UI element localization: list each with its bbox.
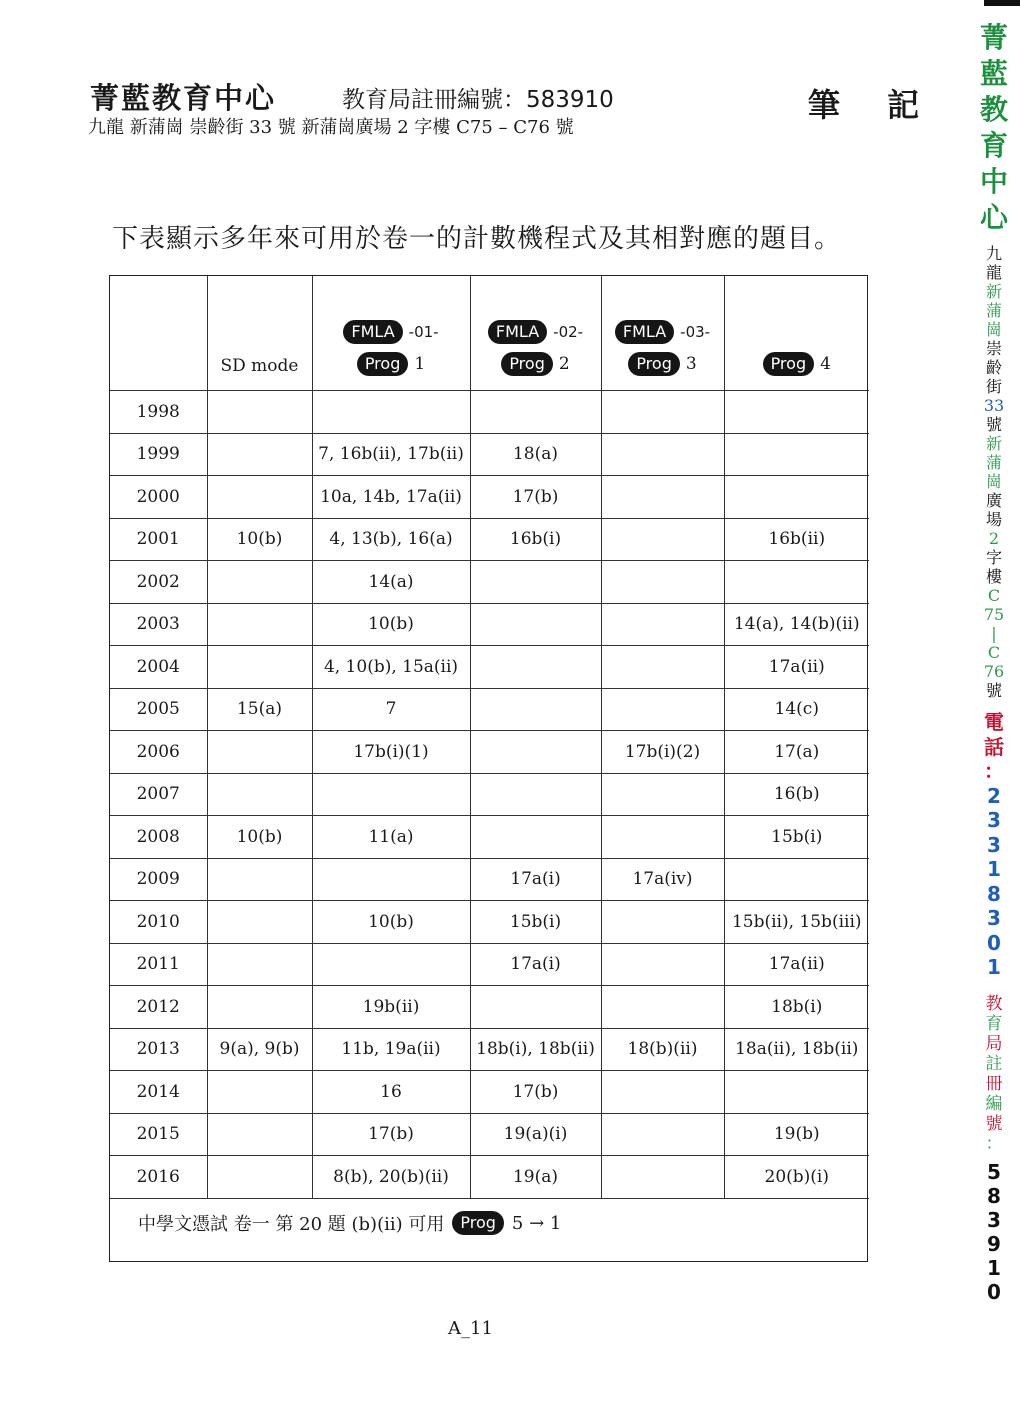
cell-sd (207, 433, 312, 476)
cell-p3: 17b(i)(2) (601, 731, 724, 774)
sidebar-char: 新 (985, 434, 1002, 453)
table-row (110, 518, 869, 561)
prog-key-icon: Prog (628, 352, 680, 376)
year-cell: 2001 (110, 518, 207, 561)
sidebar-char: 電 (984, 710, 1004, 734)
year-cell: 2011 (110, 943, 207, 986)
year-cell: 2004 (110, 646, 207, 689)
sidebar-char: 廣 (985, 491, 1002, 510)
sidebar-char: 局 (985, 1033, 1003, 1054)
cell-p2: 19(a)(i) (470, 1113, 601, 1156)
cell-p1: 19b(ii) (312, 986, 470, 1029)
sidebar-char: ： (985, 1133, 1003, 1154)
cell-p3 (601, 518, 724, 561)
footnote (138, 1210, 561, 1236)
prog-number: 1 (414, 354, 426, 374)
header-program-4 (724, 276, 869, 391)
cell-p1: 10a, 14b, 17a(ii) (312, 476, 470, 519)
prog-number: 3 (685, 354, 697, 374)
cell-p4: 17(a) (724, 731, 869, 774)
cell-sd (207, 1113, 312, 1156)
cell-sd (207, 901, 312, 944)
cell-p3 (601, 433, 724, 476)
sidebar-char: 樓 (985, 567, 1002, 586)
sidebar-char: 心 (979, 201, 1008, 234)
cell-p4: 16b(ii) (724, 518, 869, 561)
sidebar-char: 號 (985, 1113, 1003, 1134)
header-row (110, 276, 869, 391)
table-row (110, 561, 869, 604)
registration-number: 教育局註冊編號：583910 (342, 87, 614, 113)
sidebar-char: 崇 (985, 339, 1002, 358)
year-cell: 1999 (110, 433, 207, 476)
table-row (110, 391, 869, 434)
header-sd-mode (207, 276, 312, 391)
sidebar-char: 冊 (985, 1073, 1003, 1094)
cell-p2: 17a(i) (470, 943, 601, 986)
sidebar-banner (968, 0, 1020, 1403)
cell-p1: 10(b) (312, 603, 470, 646)
fmla-key-icon: FMLA (488, 320, 547, 344)
cell-sd (207, 858, 312, 901)
cell-p2: 17(b) (470, 476, 601, 519)
sidebar-char: 2 (988, 529, 1000, 548)
calculator-program-table (109, 275, 868, 1262)
cell-p2 (470, 688, 601, 731)
year-cell: 2015 (110, 1113, 207, 1156)
sidebar-char: 0 (987, 930, 1001, 955)
table-row (110, 476, 869, 519)
school-name: 菁藍教育中心 (90, 81, 277, 115)
cell-p4: 16(b) (724, 773, 869, 816)
cell-p3: 18(b)(ii) (601, 1028, 724, 1071)
cell-p1: 11(a) (312, 816, 470, 859)
table-row (110, 1113, 869, 1156)
sidebar-char: 號 (985, 681, 1002, 700)
cell-p3 (601, 391, 724, 434)
year-cell: 2002 (110, 561, 207, 604)
year-cell: 2005 (110, 688, 207, 731)
fmla-suffix: -01- (408, 323, 439, 341)
cell-p4: 17a(ii) (724, 646, 869, 689)
sidebar-char: 蒲 (985, 301, 1002, 320)
prog-number: 2 (558, 354, 570, 374)
cell-p3 (601, 1156, 724, 1199)
table-row (110, 646, 869, 689)
sidebar-char: 3 (987, 832, 1001, 857)
cell-p4 (724, 391, 869, 434)
sidebar-address (972, 244, 1016, 700)
sidebar-char: 3 (987, 808, 1001, 832)
cell-p2 (470, 646, 601, 689)
cell-p1 (312, 391, 470, 434)
cell-sd (207, 1156, 312, 1199)
cell-p1: 17(b) (312, 1113, 470, 1156)
sidebar-char: 76 (983, 662, 1005, 681)
sidebar-school-name (972, 20, 1016, 236)
year-cell: 2012 (110, 986, 207, 1029)
sidebar-char: 話 (984, 734, 1004, 759)
cell-p1 (312, 858, 470, 901)
cell-p1: 7 (312, 688, 470, 731)
sidebar-char: 育 (979, 129, 1008, 162)
cell-p4: 18b(i) (724, 986, 869, 1029)
cell-p2 (470, 391, 601, 434)
cell-p3 (601, 561, 724, 604)
sidebar-char: 號 (985, 415, 1002, 434)
corner-mark (984, 0, 1020, 6)
cell-p3 (601, 603, 724, 646)
prog-key-icon: Prog (763, 352, 815, 376)
fmla-suffix: -02- (553, 323, 584, 341)
cell-p3 (601, 901, 724, 944)
cell-p4: 18a(ii), 18b(ii) (724, 1028, 869, 1071)
sidebar-char: 蒲 (985, 453, 1002, 472)
sidebar-char: ： (984, 759, 1004, 783)
fmla-key-icon: FMLA (343, 320, 402, 344)
program-grid (110, 276, 869, 1199)
sd-mode-label: SD mode (220, 356, 299, 376)
sidebar-char: 崗 (985, 472, 1002, 491)
sidebar-char: 教 (979, 93, 1008, 126)
prog-key-icon: Prog (452, 1211, 504, 1235)
cell-sd: 10(b) (207, 816, 312, 859)
cell-p4: 20(b)(i) (724, 1156, 869, 1199)
sidebar-char: 字 (985, 548, 1002, 567)
cell-p2 (470, 773, 601, 816)
cell-p2: 15b(i) (470, 901, 601, 944)
cell-p3 (601, 816, 724, 859)
cell-p1: 11b, 19a(ii) (312, 1028, 470, 1071)
cell-sd (207, 773, 312, 816)
cell-sd: 9(a), 9(b) (207, 1028, 312, 1071)
sidebar-char: 3 (987, 1207, 1001, 1232)
sidebar-phone (972, 710, 1016, 980)
year-cell: 2010 (110, 901, 207, 944)
table-row (110, 688, 869, 731)
cell-p3: 17a(iv) (601, 858, 724, 901)
sidebar-char: 九 (985, 244, 1002, 263)
table-row (110, 731, 869, 774)
cell-p1: 14(a) (312, 561, 470, 604)
cell-sd (207, 391, 312, 434)
cell-p2: 18b(i), 18b(ii) (470, 1028, 601, 1071)
table-row (110, 816, 869, 859)
sidebar-char: 1 (987, 1255, 1001, 1280)
year-cell: 2013 (110, 1028, 207, 1071)
cell-p4: 14(c) (724, 688, 869, 731)
cell-p2: 16b(i) (470, 518, 601, 561)
cell-p1 (312, 773, 470, 816)
cell-p1: 7, 16b(ii), 17b(ii) (312, 433, 470, 476)
cell-p2 (470, 986, 601, 1029)
cell-p1 (312, 943, 470, 986)
year-cell: 2003 (110, 603, 207, 646)
cell-p1: 16 (312, 1071, 470, 1114)
sidebar-char: 1 (987, 955, 1001, 979)
prog-key-icon: Prog (357, 352, 409, 376)
cell-p2 (470, 603, 601, 646)
cell-p4: 19(b) (724, 1113, 869, 1156)
school-address: 九龍 新蒲崗 崇齡街 33 號 新蒲崗廣場 2 字樓 C75 – C76 號 (88, 117, 574, 138)
cell-p2: 19(a) (470, 1156, 601, 1199)
sidebar-char: 菁 (979, 21, 1008, 54)
cell-p3 (601, 1113, 724, 1156)
cell-p4: 15b(i) (724, 816, 869, 859)
header-program-3 (601, 276, 724, 391)
sidebar-registration-label (972, 994, 1016, 1154)
cell-sd (207, 603, 312, 646)
year-cell: 2014 (110, 1071, 207, 1114)
cell-sd (207, 561, 312, 604)
prog-key-icon: Prog (501, 352, 553, 376)
sidebar-char: 5 (987, 1159, 1001, 1184)
sidebar-char: 8 (987, 1183, 1001, 1208)
header-program-1 (312, 276, 470, 391)
cell-p4 (724, 1071, 869, 1114)
sidebar-char: C (987, 586, 1001, 605)
cell-p4: 17a(ii) (724, 943, 869, 986)
year-cell: 2000 (110, 476, 207, 519)
cell-p1: 10(b) (312, 901, 470, 944)
header-program-2 (470, 276, 601, 391)
grid-body (110, 276, 869, 1198)
sidebar-char: 0 (987, 1279, 1001, 1304)
cell-p1: 8(b), 20(b)(ii) (312, 1156, 470, 1199)
cell-p3 (601, 1071, 724, 1114)
sidebar-char: 育 (985, 1013, 1003, 1034)
sidebar-char: 75 (983, 605, 1005, 624)
table-row (110, 433, 869, 476)
cell-sd: 15(a) (207, 688, 312, 731)
sidebar-registration-number (972, 1160, 1016, 1304)
year-cell: 2008 (110, 816, 207, 859)
cell-sd (207, 943, 312, 986)
cell-p1: 17b(i)(1) (312, 731, 470, 774)
year-cell: 2007 (110, 773, 207, 816)
sidebar-column (972, 20, 1016, 1304)
table-row (110, 858, 869, 901)
table-row (110, 1156, 869, 1199)
footnote-text: 中學文憑試 卷一 第 20 題 (b)(ii) 可用 (138, 1214, 445, 1235)
cell-p3 (601, 476, 724, 519)
cell-sd (207, 731, 312, 774)
cell-p1: 4, 10(b), 15a(ii) (312, 646, 470, 689)
cell-p4: 14(a), 14(b)(ii) (724, 603, 869, 646)
cell-p4 (724, 858, 869, 901)
cell-sd (207, 1071, 312, 1114)
year-cell: 1998 (110, 391, 207, 434)
table-row (110, 603, 869, 646)
cell-p4 (724, 433, 869, 476)
cell-p2: 17a(i) (470, 858, 601, 901)
year-cell: 2006 (110, 731, 207, 774)
cell-p4: 15b(ii), 15b(iii) (724, 901, 869, 944)
cell-p3 (601, 943, 724, 986)
year-cell: 2016 (110, 1156, 207, 1199)
sidebar-char: 齡 (985, 358, 1002, 377)
cell-p2 (470, 561, 601, 604)
cell-sd: 10(b) (207, 518, 312, 561)
table-row (110, 1071, 869, 1114)
sidebar-char: 註 (985, 1053, 1003, 1074)
intro-text: 下表顯示多年來可用於卷一的計數機程式及其相對應的題目。 (112, 224, 842, 254)
cell-p3 (601, 986, 724, 1029)
sidebar-char: 2 (987, 783, 1001, 808)
cell-p3 (601, 646, 724, 689)
sidebar-char: C (987, 643, 1001, 662)
cell-p3 (601, 688, 724, 731)
sidebar-char: 8 (987, 881, 1001, 906)
cell-p1: 4, 13(b), 16(a) (312, 518, 470, 561)
cell-sd (207, 986, 312, 1029)
notes-title: 筆 記 (808, 86, 938, 124)
cell-p2: 18(a) (470, 433, 601, 476)
page-number: A_11 (448, 1318, 493, 1339)
cell-p2 (470, 731, 601, 774)
prog-number: 4 (820, 354, 831, 374)
sidebar-char: 編 (985, 1093, 1003, 1114)
year-cell: 2009 (110, 858, 207, 901)
sidebar-char: 3 (987, 906, 1001, 930)
header-year-cell (110, 276, 207, 391)
sidebar-char: 新 (985, 282, 1002, 301)
sidebar-char: 1 (987, 857, 1001, 881)
table-row (110, 943, 869, 986)
cell-p4 (724, 561, 869, 604)
table-row (110, 773, 869, 816)
table-row (110, 901, 869, 944)
sidebar-char: | (991, 624, 997, 643)
sidebar-char: 街 (985, 377, 1002, 396)
sidebar-char: 中 (979, 165, 1008, 198)
sidebar-char: 藍 (979, 57, 1008, 90)
sidebar-char: 場 (985, 510, 1002, 529)
sidebar-char: 33 (983, 396, 1005, 415)
cell-p2: 17(b) (470, 1071, 601, 1114)
sidebar-char: 9 (987, 1231, 1001, 1256)
cell-sd (207, 646, 312, 689)
sidebar-char: 教 (985, 993, 1003, 1014)
table-row (110, 1028, 869, 1071)
sidebar-char: 崗 (985, 320, 1002, 339)
cell-p2 (470, 816, 601, 859)
table-row (110, 986, 869, 1029)
footnote-sequence: 5 → 1 (511, 1212, 562, 1234)
cell-p3 (601, 773, 724, 816)
cell-sd (207, 476, 312, 519)
fmla-suffix: -03- (680, 323, 711, 341)
fmla-key-icon: FMLA (615, 320, 674, 344)
cell-p4 (724, 476, 869, 519)
sidebar-char: 龍 (985, 263, 1002, 282)
